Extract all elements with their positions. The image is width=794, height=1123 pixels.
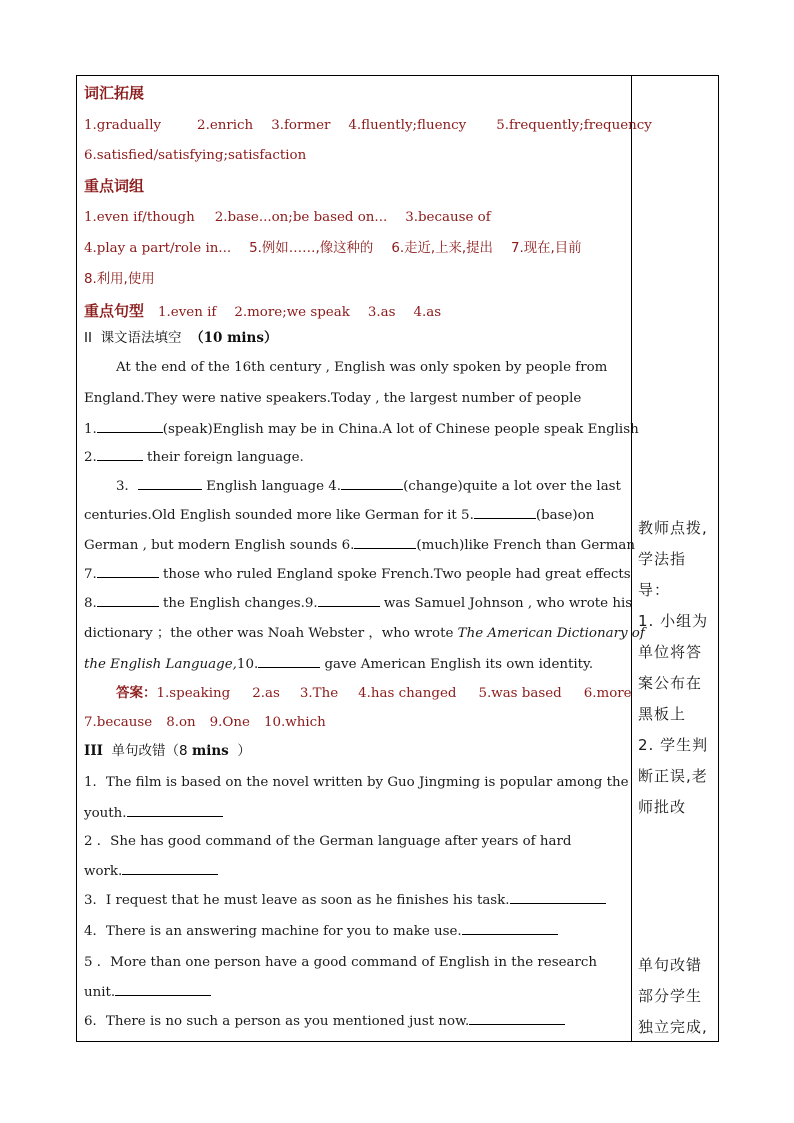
answer-blank-1[interactable] — [127, 803, 223, 817]
vocab-line-2: 6.satisfied/satisfying;satisfaction — [84, 148, 307, 163]
sidebar-guide-line: 单位将答 — [638, 643, 703, 661]
sidebar-guide-line: 案公布在 — [638, 674, 703, 692]
answer-blank-4[interactable] — [462, 921, 558, 935]
sidebar-guide-line: 断正误,老 — [638, 767, 708, 785]
correction-2b: work. — [84, 861, 218, 882]
passage-line-2: England.They were native speakers.Today , the largest number of people — [84, 391, 582, 406]
phrases-line-1: 1.even if/though 2.base...on;be based on... 3.because of — [84, 210, 491, 225]
sidebar-guide-line: 1. 小组为 — [638, 612, 709, 630]
sidebar-guide-line: 黑板上 — [638, 705, 687, 723]
passage-line-7: German , but modern English sounds 6. (much)like French than German — [84, 535, 635, 556]
correction-5a: 5 ．More than one person have a good command of English in the research — [84, 955, 598, 970]
answer-line-1: 答案：1.speaking 2.as 3.The 4.has changed 5.was based 6.more — [116, 685, 632, 701]
correction-1a: 1．The film is based on the novel written by Guo Jingming is popular among the — [84, 775, 629, 790]
blank-7[interactable] — [97, 564, 159, 578]
passage-line-9: 8. the English changes.9. was Samuel Johnson , who wrote his — [84, 593, 632, 614]
answer-blank-3[interactable] — [510, 890, 606, 904]
section-2-heading: II 课文语法填空 （10 mins） — [84, 330, 278, 346]
blank-6[interactable] — [354, 535, 416, 549]
phrases-heading: 重点词组 — [84, 177, 145, 195]
sidebar-note-line: 单句改错 — [638, 956, 703, 974]
passage-line-5: 3． English language 4. (change)quite a lot over the last — [116, 476, 621, 497]
correction-2a: 2 ．She has good command of the German language after years of hard — [84, 834, 572, 849]
blank-4[interactable] — [341, 476, 403, 490]
blank-5[interactable] — [474, 505, 536, 519]
passage-line-11: the English Language,10. gave American English its own identity. — [84, 654, 593, 675]
sidebar-guide-line: 教师点拨, — [638, 519, 708, 537]
answer-blank-5[interactable] — [115, 982, 211, 996]
blank-9[interactable] — [318, 593, 380, 607]
vocab-heading: 词汇拓展 — [84, 84, 145, 102]
sidebar-note-line: 独立完成, — [638, 1018, 708, 1036]
phrases-line-3: 8.利用,使用 — [84, 272, 155, 287]
blank-8[interactable] — [97, 593, 159, 607]
column-divider — [631, 75, 632, 1042]
blank-3[interactable] — [138, 476, 202, 490]
phrases-line-2: 4.play a part/role in... 5.例如……,像这种的 6.走近,上来,提出 7.现在,目前 — [84, 241, 582, 256]
correction-6: 6．There is no such a person as you mentioned just now. — [84, 1011, 565, 1032]
blank-1[interactable] — [97, 419, 163, 433]
correction-5b: unit. — [84, 982, 211, 1003]
passage-line-1: At the end of the 16th century , English was only spoken by people from — [116, 360, 608, 375]
correction-4: 4．There is an answering machine for you to make use. — [84, 921, 558, 942]
sidebar-guide-line: 2. 学生判 — [638, 736, 709, 754]
section-3-heading: III 单句改错（8 mins ） — [84, 743, 251, 759]
blank-10[interactable] — [258, 654, 320, 668]
answer-line-2: 7.because 8.on 9.One 10.which — [84, 715, 326, 730]
blank-2[interactable] — [97, 447, 143, 461]
sentences-line: 重点句型 1.even if 2.more;we speak 3.as 4.as — [84, 302, 442, 320]
passage-line-6: centuries.Old English sounded more like German for it 5. (base)on — [84, 505, 594, 526]
sidebar-guide-line: 学法指导： — [638, 550, 687, 599]
passage-line-3: 1. (speak)English may be in China.A lot of Chinese people speak English — [84, 419, 639, 440]
passage-line-10: dictionary ；the other was Noah Webster ，who wrote The American Dictionary of — [84, 626, 645, 641]
correction-1b: youth. — [84, 803, 223, 824]
answer-blank-6[interactable] — [469, 1011, 565, 1025]
correction-3: 3．I request that he must leave as soon as he finishes his task. — [84, 890, 606, 911]
passage-line-4: 2. their foreign language. — [84, 447, 304, 468]
sidebar-guide-line: 师批改 — [638, 798, 687, 816]
sidebar-note — [638, 950, 716, 1043]
sidebar-note-line: 部分学生 — [638, 987, 703, 1005]
answer-blank-2[interactable] — [122, 861, 218, 875]
vocab-line-1: 1.gradually 2.enrich 3.former 4.fluently;fluency 5.frequently;frequency — [84, 118, 652, 133]
sidebar-guide — [638, 513, 716, 823]
passage-line-8: 7. those who ruled England spoke French.Two people had great effects — [84, 564, 631, 585]
